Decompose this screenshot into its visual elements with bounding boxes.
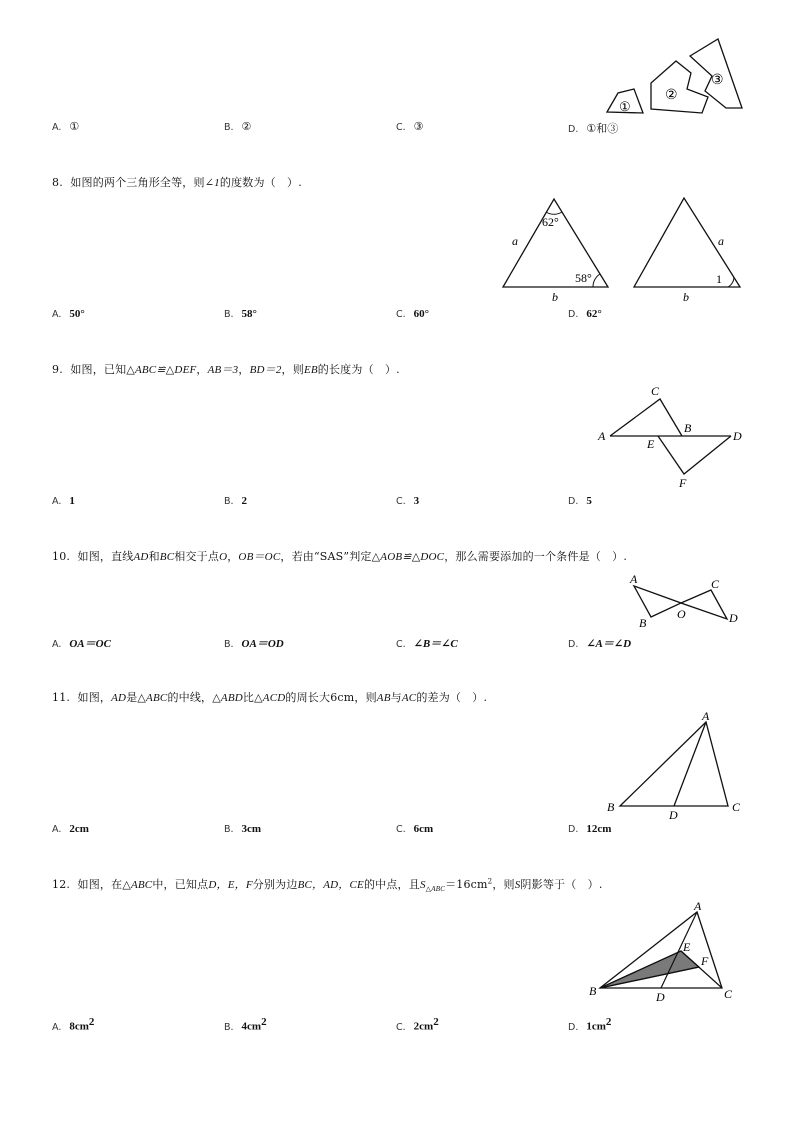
q7-piece-3-label: ③ [711,73,724,88]
q10-label-a: A [630,572,638,586]
q7-piece-2-label: ② [665,88,678,103]
q10-label-b: B [639,616,647,630]
q11-option-c[interactable]: C. 6cm [396,823,434,835]
q7-option-b[interactable]: B. ② [224,120,252,133]
q8-option-b[interactable]: B. 58° [224,308,257,320]
q8-option-a[interactable]: A. 50° [52,308,85,320]
q7-piece-1-label: ① [619,99,631,114]
q9-option-d[interactable]: D. 5 [568,495,592,507]
q12-triangle-abc [600,912,722,988]
q11-figure [600,705,750,825]
q8-question: 8. 如图的两个三角形全等，则∠1的度数为（ ）. [52,176,302,189]
q11-question: 11. 如图，AD是△ABC的中线，△ABD比△ACD的周长大6cm，则AB与AC的差为（ ）. [52,691,488,704]
q7-figure [600,35,750,120]
q11-label-b: B [607,800,615,814]
q8-triangle-right [634,198,740,287]
q7-option-a[interactable]: A. ① [52,120,80,133]
q8-left-side-a: a [512,234,518,248]
q10-triangle-aob [634,586,681,617]
q10-option-c[interactable]: C. ∠B＝∠C [396,638,458,650]
q12-label-e: E [683,940,691,954]
q8-angle-1-arc [728,277,734,287]
q11-option-b[interactable]: B. 3cm [224,823,262,835]
q12-label-c: C [724,987,733,1001]
q10-option-d[interactable]: D. ∠A＝∠D [568,638,632,650]
q8-option-d[interactable]: D. 62° [568,308,602,320]
q11-label-d: D [669,808,678,822]
q10-figure [625,570,750,630]
q11-median-ad [674,722,706,806]
q12-question: 12. 如图，在△ABC中，已知点D，E，F分别为边BC，AD，CE的中点，且$S_{\triangle ABC}=16cm^2$，则S阴影等于（ ）. [52,877,603,894]
q11-option-a[interactable]: A. 2cm [52,823,89,835]
q9-label-d: D [733,429,742,443]
q8-angle-58-arc [593,274,600,287]
q8-triangle-left [503,199,608,287]
q12-option-c[interactable]: C. $2cm^2$ [396,1016,439,1033]
q11-label-c: C [732,800,741,814]
q12-option-d[interactable]: D. $1cm^2$ [568,1016,612,1033]
q9-option-c[interactable]: C. 3 [396,495,420,507]
q9-triangle-abc [610,399,682,436]
q8-angle-1-label: 1 [716,272,722,286]
q12-label-d: D [656,990,665,1004]
q9-option-a[interactable]: A. 1 [52,495,75,507]
q10-label-c: C [711,577,720,591]
q12-figure [585,895,750,1010]
q8-angle-62-label: 62° [542,215,559,229]
q12-line-ad [661,912,697,988]
q9-label-f: F [679,476,687,490]
q12-label-b: B [589,984,597,998]
q10-triangle-doc [681,590,727,619]
q10-question: 10. 如图，直线AD和BC相交于点O，OB＝OC，若由“SAS”判定△AOB≌△DOC，那么需要添加的一个条件是（ ）. [52,550,628,563]
q9-triangle-def [658,436,731,474]
q12-option-b[interactable]: B. $4cm^2$ [224,1016,267,1033]
q11-label-a: A [702,709,710,723]
q8-right-side-b: b [683,290,689,304]
q8-angle-58-label: 58° [575,271,592,285]
q7-option-c[interactable]: C. ③ [396,120,424,133]
q9-option-b[interactable]: B. 2 [224,495,248,507]
q10-option-a[interactable]: A. OA＝OC [52,638,111,650]
q10-label-o: O [677,607,686,621]
q9-label-a: A [598,429,606,443]
q11-option-d[interactable]: D. 12cm [568,823,612,835]
q9-figure [595,380,750,490]
q10-label-d: D [729,611,738,625]
q12-option-a[interactable]: A. $8cm^2$ [52,1016,95,1033]
q9-label-e: E [647,437,655,451]
q9-label-b: B [684,421,692,435]
q8-figure [495,190,750,305]
q8-option-c[interactable]: C. 60° [396,308,430,320]
q8-angle-top-arc [546,212,562,214]
q12-shaded-triangle-bef [600,951,699,988]
q7-option-d[interactable]: D. ①和③ [568,122,619,135]
q10-option-b[interactable]: B. OA＝OD [224,638,284,650]
q9-question: 9. 如图，已知△ABC≌△DEF，AB＝3，BD＝2，则EB的长度为（ ）. [52,363,400,376]
q8-right-side-a: a [718,234,724,248]
q9-label-c: C [651,384,660,398]
q11-triangle-abc [620,722,728,806]
q12-label-f: F [701,954,709,968]
q12-label-a: A [694,899,702,913]
q8-left-side-b: b [552,290,558,304]
q7-piece-2-shape [651,61,708,113]
